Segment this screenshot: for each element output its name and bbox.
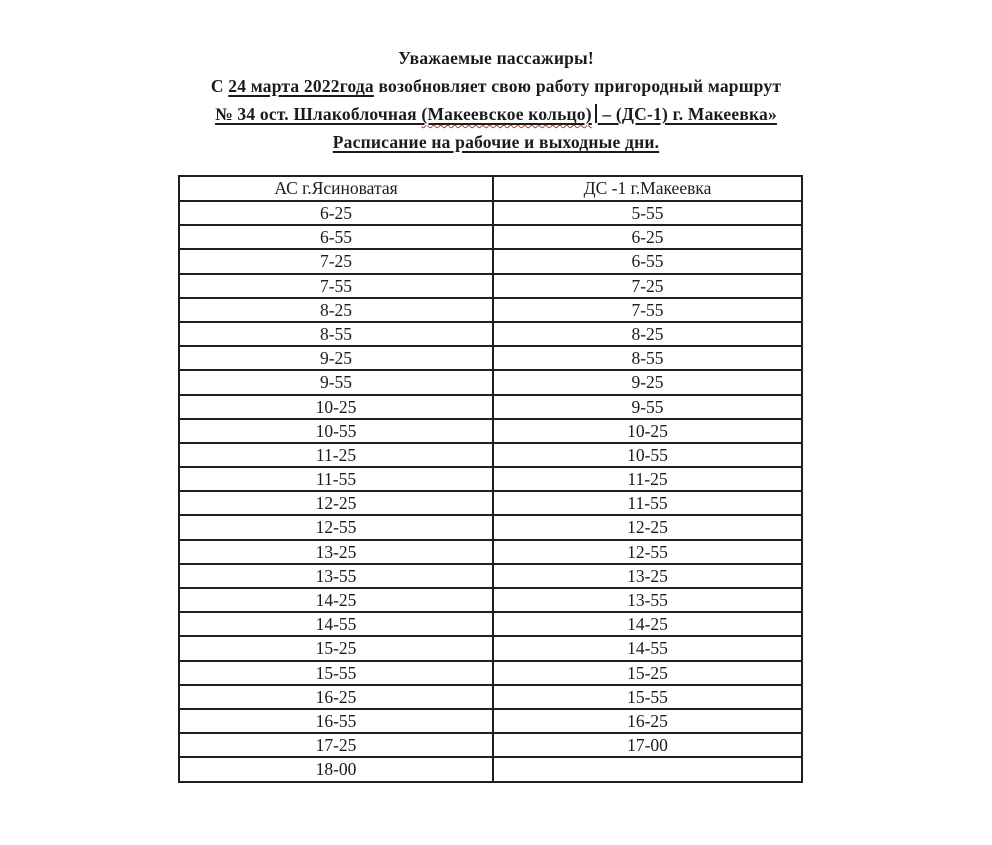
announcement-line <box>0 72 992 100</box>
departure-time-yasinovataya: 6-25 <box>179 201 493 225</box>
departure-time-makeevka: 6-55 <box>493 249 802 273</box>
table-row <box>179 467 802 491</box>
departure-time-makeevka: 13-25 <box>493 564 802 588</box>
departure-time-makeevka: 9-55 <box>493 395 802 419</box>
departure-time-makeevka: 7-55 <box>493 298 802 322</box>
announcement-suffix: возобновляет свою работу пригородный маршрут <box>373 76 782 96</box>
departure-time-makeevka: 17-00 <box>493 733 802 757</box>
departure-time-yasinovataya: 17-25 <box>179 733 493 757</box>
departure-time-yasinovataya: 10-25 <box>179 395 493 419</box>
departure-time-makeevka: 13-55 <box>493 588 802 612</box>
table-row <box>179 612 802 636</box>
departure-time-makeevka: 16-25 <box>493 709 802 733</box>
departure-time-yasinovataya: 15-25 <box>179 636 493 660</box>
table-row <box>179 370 802 394</box>
departure-time-yasinovataya: 11-55 <box>179 467 493 491</box>
departure-time-makeevka: 7-25 <box>493 274 802 298</box>
greeting-line: Уважаемые пассажиры! <box>398 48 594 68</box>
announcement-prefix: С <box>210 76 229 96</box>
departure-time-yasinovataya: 12-25 <box>179 491 493 515</box>
column-header-yasinovataya: АС г.Ясиноватая <box>179 176 493 201</box>
departure-time-yasinovataya: 16-55 <box>179 709 493 733</box>
route-ring-name: (Макеевское кольцо) <box>421 104 592 124</box>
table-row <box>179 491 802 515</box>
table-row <box>179 225 802 249</box>
table-header-row <box>179 176 802 201</box>
departure-time-yasinovataya: 10-55 <box>179 419 493 443</box>
departure-time-makeevka: 8-25 <box>493 322 802 346</box>
departure-time-yasinovataya: 9-55 <box>179 370 493 394</box>
departure-time-yasinovataya: 13-55 <box>179 564 493 588</box>
table-row <box>179 395 802 419</box>
column-header-makeevka: ДС -1 г.Макеевка <box>493 176 802 201</box>
table-row <box>179 685 802 709</box>
table-row <box>179 201 802 225</box>
table-row <box>179 419 802 443</box>
departure-time-yasinovataya: 16-25 <box>179 685 493 709</box>
departure-time-makeevka: 9-25 <box>493 370 802 394</box>
departure-time-yasinovataya: 14-55 <box>179 612 493 636</box>
start-date: 24 марта 2022года <box>228 76 374 96</box>
departure-time-yasinovataya: 8-25 <box>179 298 493 322</box>
table-row <box>179 588 802 612</box>
departure-time-makeevka: 11-25 <box>493 467 802 491</box>
table-row <box>179 443 802 467</box>
departure-time-makeevka: 15-25 <box>493 661 802 685</box>
departure-time-yasinovataya: 15-55 <box>179 661 493 685</box>
table-row <box>179 298 802 322</box>
document-header <box>0 44 992 156</box>
departure-time-yasinovataya: 11-25 <box>179 443 493 467</box>
table-row <box>179 757 802 781</box>
table-row <box>179 636 802 660</box>
departure-time-makeevka: 14-25 <box>493 612 802 636</box>
departure-time-yasinovataya: 9-25 <box>179 346 493 370</box>
departure-time-makeevka: 8-55 <box>493 346 802 370</box>
table-row <box>179 346 802 370</box>
departure-time-yasinovataya: 18-00 <box>179 757 493 781</box>
departure-time-makeevka: 12-25 <box>493 515 802 539</box>
table-row <box>179 540 802 564</box>
table-row <box>179 709 802 733</box>
departure-time-makeevka: 11-55 <box>493 491 802 515</box>
text-cursor <box>595 104 597 123</box>
table-row <box>179 515 802 539</box>
departure-time-yasinovataya: 14-25 <box>179 588 493 612</box>
departure-time-yasinovataya: 12-55 <box>179 515 493 539</box>
departure-time-makeevka: 6-25 <box>493 225 802 249</box>
schedule-note-line: Расписание на рабочие и выходные дни. <box>332 132 660 152</box>
departure-time-makeevka: 5-55 <box>493 201 802 225</box>
departure-time-makeevka: 14-55 <box>493 636 802 660</box>
departure-time-yasinovataya: 7-55 <box>179 274 493 298</box>
table-row <box>179 661 802 685</box>
table-row <box>179 564 802 588</box>
table-row <box>179 322 802 346</box>
schedule-table <box>178 175 803 783</box>
departure-time-yasinovataya: 13-25 <box>179 540 493 564</box>
departure-time-yasinovataya: 8-55 <box>179 322 493 346</box>
departure-time-makeevka: 15-55 <box>493 685 802 709</box>
schedule-table-body <box>179 201 802 782</box>
table-row <box>179 274 802 298</box>
table-row <box>179 733 802 757</box>
route-destination: – (ДС-1) г. Макеевка» <box>597 104 777 124</box>
route-number-and-stop: № 34 ост. Шлакоблочная <box>215 104 422 124</box>
departure-time-yasinovataya: 6-55 <box>179 225 493 249</box>
departure-time-makeevka: 10-55 <box>493 443 802 467</box>
departure-time-makeevka: 10-25 <box>493 419 802 443</box>
table-row <box>179 249 802 273</box>
departure-time-makeevka: 12-55 <box>493 540 802 564</box>
route-line <box>0 100 992 128</box>
departure-time-yasinovataya: 7-25 <box>179 249 493 273</box>
departure-time-makeevka <box>493 757 802 781</box>
